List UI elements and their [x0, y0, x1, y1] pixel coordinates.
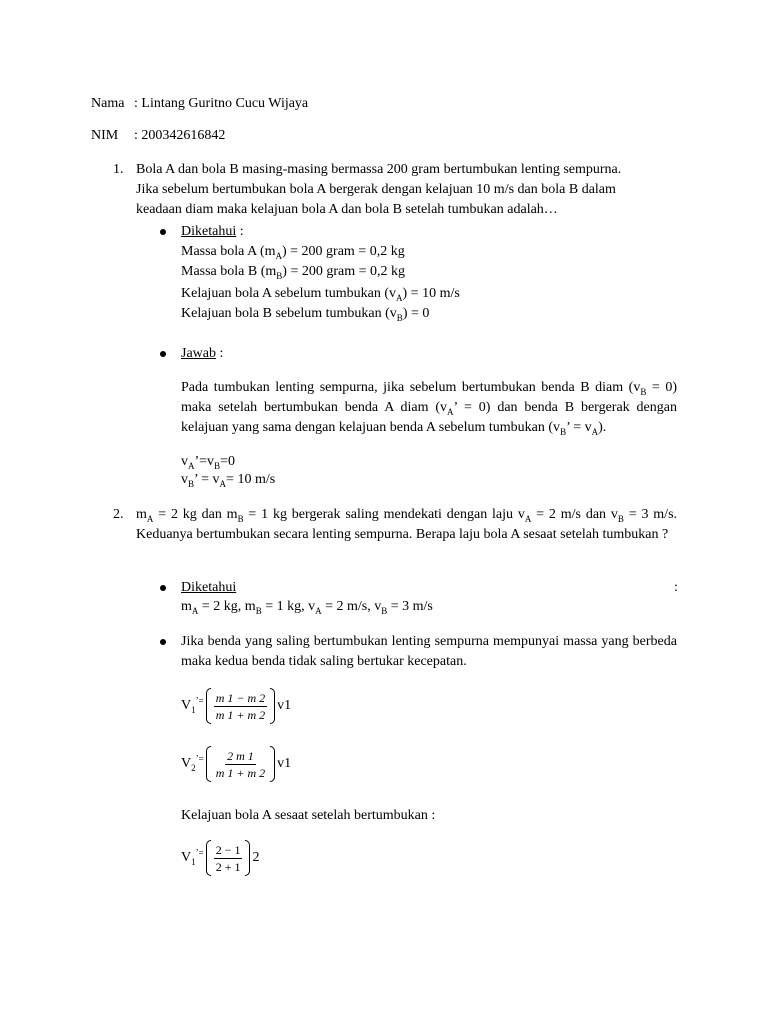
nim-label: NIM — [91, 128, 119, 143]
question-1-line-3: keadaan diam maka kelajuan bola A dan bola B setelah tumbukan adalah… — [136, 202, 558, 217]
formula-v2: $V_2^{’=}$ 2 m 1 m 1 + m 2 v1 — [181, 746, 291, 782]
bullet-icon — [160, 351, 166, 357]
q1-equation-1: $v_A’=v_B=0$ — [181, 454, 235, 471]
q2-bullet-2-text: Jika benda yang saling bertumbukan lenting sempurna mempunyai massa yang berbeda maka kedua benda tidak saling bertukar kecepatan. — [181, 634, 677, 669]
question-2-number: 2. — [113, 507, 124, 522]
q1-kelajuan-a: Kelajuan bola A sebelum tumbukan $(v_A) = 10$ m/s — [181, 286, 460, 303]
question-2-text: $m_A = 2$ kg dan $m_B = 1$ kg bergerak saling mendekati dengan laju $v_A = 2$ m/s dan $v_B = 3$ m/s. Keduanya bertumbukan secara lenting sempurna. Berapa laju bola A sesaat setelah tumbukan ? — [136, 507, 678, 542]
formula-v1: $V_1^{’=}$ m 1 − m 2 m 1 + m 2 v1 — [181, 688, 291, 724]
q1-jawab-paragraph: Pada tumbukan lenting sempurna, jika sebelum bertumbukan benda B diam $(v_B = 0)$ maka setelah bertumbukan benda A diam ($v_A$’ = 0) dan benda B bergerak dengan kelajuan yang sama dengan kelajuan benda A sebelum tumbukan ($v_B$’ = $v_A$). — [181, 380, 677, 437]
q1-diketahui-heading: Diketahui : — [181, 224, 244, 239]
q2-given-values: $m_A = 2$ kg, $m_B = 1$ kg, $v_A = 2$ m/s, $v_B = 3$ m/s — [181, 599, 433, 616]
bullet-icon — [160, 229, 166, 235]
nama-label: Nama — [91, 96, 125, 111]
formula-v1-substituted: $V_1^{’=}$ 2 − 1 2 + 1 2 — [181, 840, 259, 876]
bullet-icon — [160, 585, 166, 591]
q2-kelajuan-text: Kelajuan bola A sesaat setelah bertumbukan : — [181, 808, 436, 823]
question-1-line-2: Jika sebelum bertumbukan bola A bergerak dengan kelajuan 10 m/s dan bola B dalam — [136, 182, 616, 197]
q1-massa-b: Massa bola B $(m_B) = 200$ gram = 0,2 kg — [181, 264, 405, 281]
q1-jawab-heading: Jawab : — [181, 346, 224, 361]
nim-value: : 200342616842 — [134, 128, 226, 143]
bullet-icon — [160, 639, 166, 645]
nama-value: : Lintang Guritno Cucu Wijaya — [134, 96, 309, 111]
q1-massa-a: Massa bola A $(m_A) = 200$ gram = 0,2 kg — [181, 244, 405, 261]
question-1-number: 1. — [113, 162, 124, 177]
q2-diketahui-heading: Diketahui — [181, 580, 237, 595]
question-1-line-1: Bola A dan bola B masing-masing bermassa 200 gram bertumbukan lenting sempurna. — [136, 162, 622, 177]
q1-kelajuan-b: Kelajuan bola B sebelum tumbukan $(v_B) = 0$ — [181, 306, 430, 323]
q2-diketahui-colon: : — [674, 580, 678, 595]
q1-equation-2: $v_B$’ = $v_A= 10$ m/s — [181, 472, 276, 489]
